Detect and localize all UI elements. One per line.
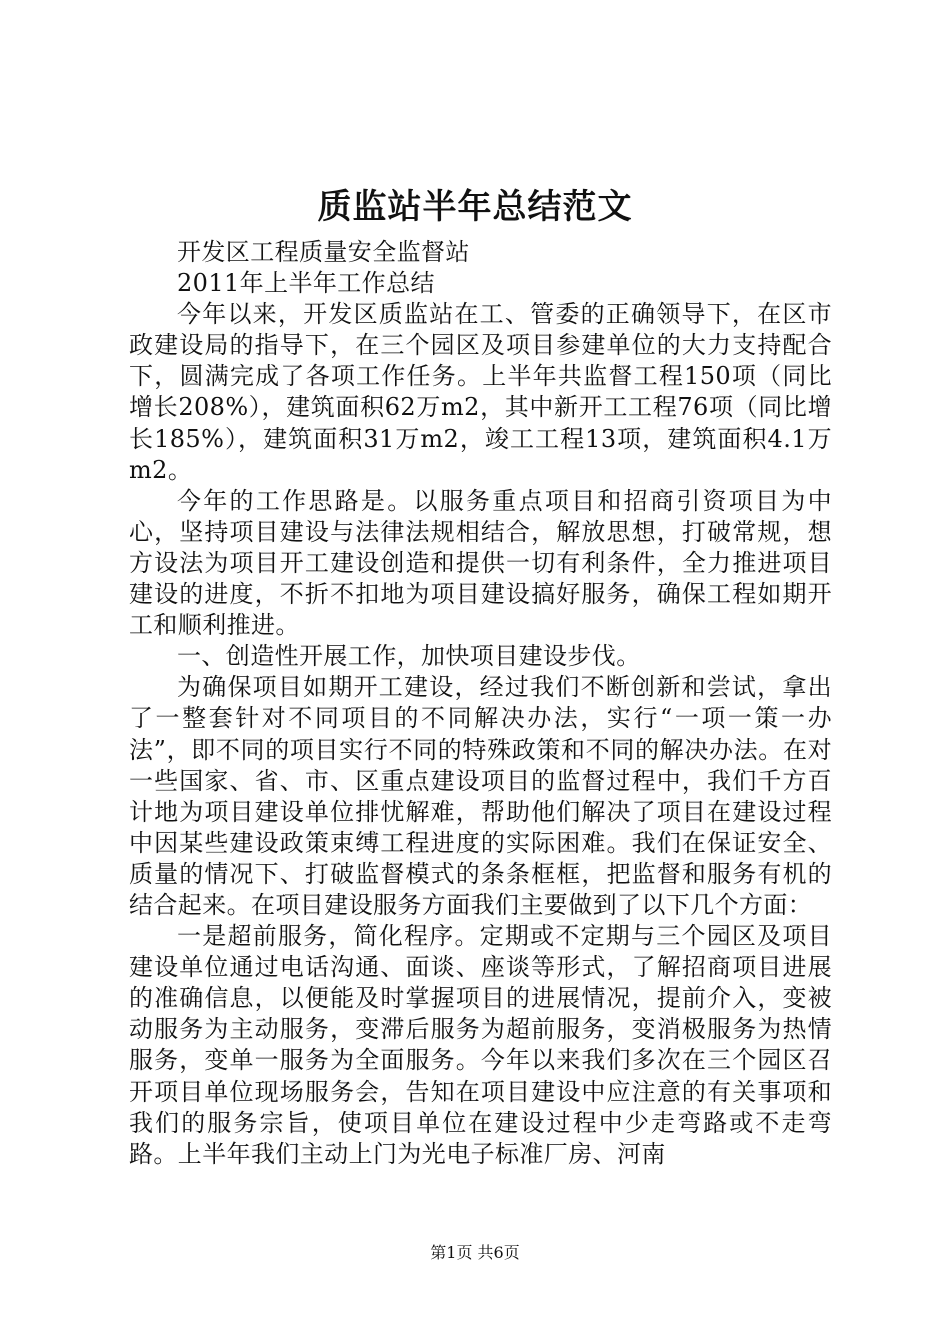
paragraph-overview: 今年以来，开发区质监站在工、管委的正确领导下，在区市政建设局的指导下，在三个园区及项目参建单位的大力支持配合下，圆满完成了各项工作任务。上半年共监督工程150项（同比增长208%），建筑面积62万m2，其中新开工工程76项（同比增长185%），建筑面积31万m2，竣工工程13项，建筑面积4.1万m2。 xyxy=(129,300,832,484)
document-title: 质监站半年总结范文 xyxy=(317,187,633,227)
paragraph-section-1-intro: 为确保项目如期开工建设，经过我们不断创新和尝试，拿出了一整套针对不同项目的不同解决办法，实行“一项一策一办法”，即不同的项目实行不同的特殊政策和不同的解决办法。在对一些国家、省、市、区重点建设项目的监督过程中，我们千方百计地为项目建设单位排忧解难，帮助他们解决了项目在建设过程中因某些建设政策束缚工程进度的实际困难。我们在保证安全、质量的情况下、打破监督模式的条条框框，把监督和服务有机的结合起来。在项目建设服务方面我们主要做到了以下几个方面： xyxy=(129,673,832,919)
page-footer: 第1页 共6页 xyxy=(430,1243,520,1262)
document-body xyxy=(129,237,832,1170)
section-heading-1: 一、创造性开展工作，加快项目建设步伐。 xyxy=(177,642,641,671)
paragraph-section-1-point-1: 一是超前服务，简化程序。定期或不定期与三个园区及项目建设单位通过电话沟通、面谈、座谈等形式，了解招商项目进展的准确信息，以便能及时掌握项目的进展情况，提前介入，变被动服务为主动服务，变滞后服务为超前服务，变消极服务为热情服务，变单一服务为全面服务。今年以来我们多次在三个园区召开项目单位现场服务会，告知在项目建设中应注意的有关事项和我们的服务宗旨，使项目单位在建设过程中少走弯路或不走弯路。上半年我们主动上门为光电子标准厂房、河南 xyxy=(129,922,832,1168)
paragraph-approach: 今年的工作思路是。以服务重点项目和招商引资项目为中心，坚持项目建设与法律法规相结合，解放思想，打破常规，想方设法为项目开工建设创造和提供一切有利条件，全力推进项目建设的进度，不折不扣地为项目建设搞好服务，确保工程如期开工和顺利推进。 xyxy=(129,486,832,640)
paragraph-subtitle: 2011年上半年工作总结 xyxy=(177,269,435,298)
paragraph-organization: 开发区工程质量安全监督站 xyxy=(177,238,470,266)
